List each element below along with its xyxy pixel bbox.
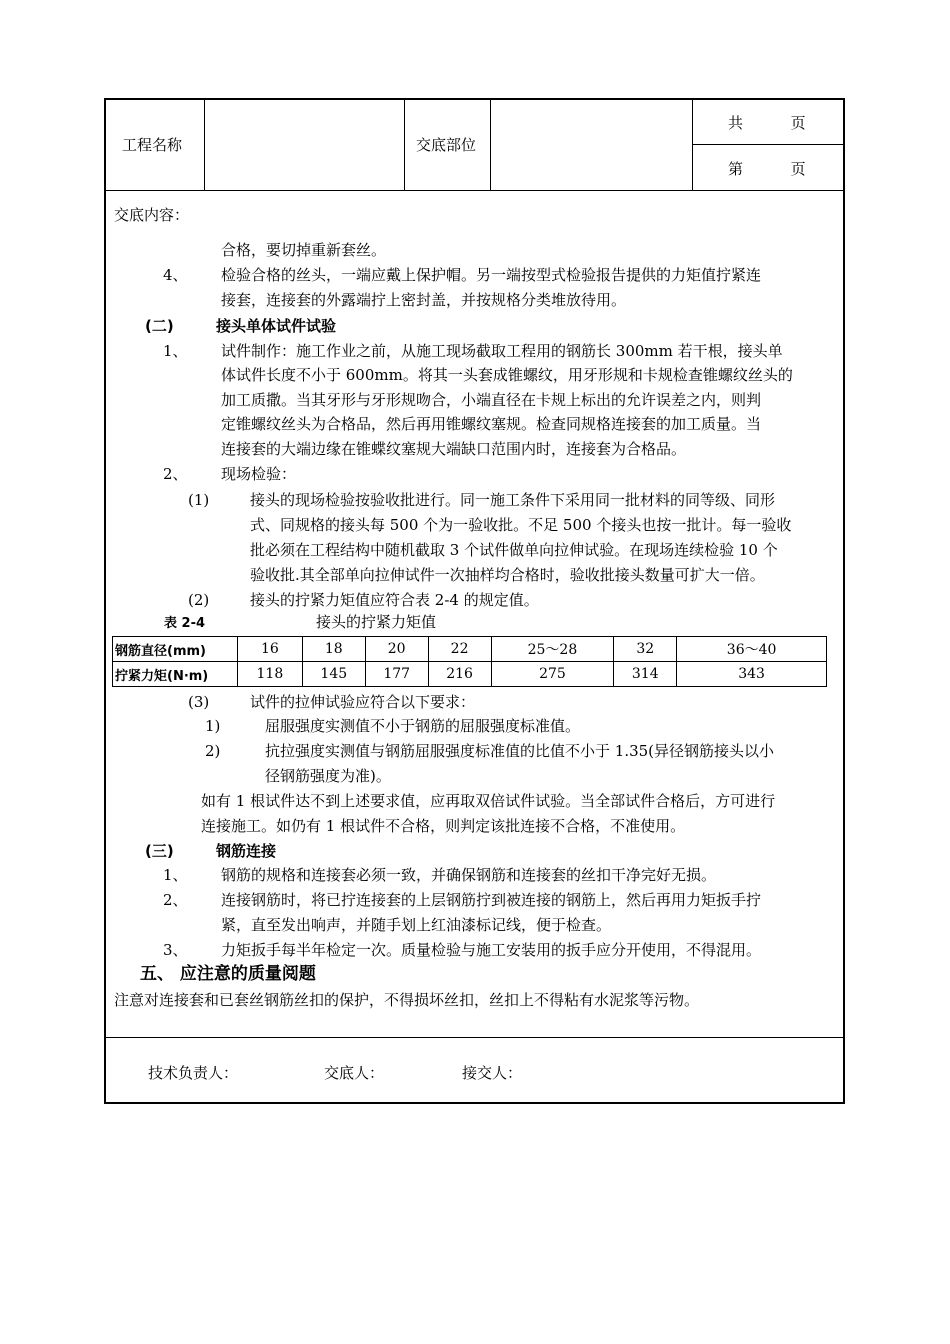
table-cell: 18 xyxy=(302,637,365,662)
body-line: 屈服强度实测值不小于钢筋的屈服强度标准值。 xyxy=(265,717,581,735)
table-cell: 145 xyxy=(302,662,365,687)
sub-sub-item-number: 2) xyxy=(205,742,221,760)
body-line: 加工质撒。当其牙形与牙形规吻合，小端直径在卡规上标出的允许误差之内，则判 xyxy=(221,391,762,409)
body-line: 力矩扳手每半年检定一次。质量检验与施工安装用的扳手应分开使用，不得混用。 xyxy=(221,941,762,959)
item-number: 2、 xyxy=(163,465,188,483)
section-heading: 五、 应注意的质量阅题 xyxy=(140,964,316,984)
table-cell: 20 xyxy=(365,637,428,662)
total-pages-label: 共 页 xyxy=(728,114,806,132)
header-divider-1 xyxy=(204,99,205,190)
location-label: 交底部位 xyxy=(416,136,477,154)
section-number: (三) xyxy=(145,842,174,860)
table-cell: 25～28 xyxy=(491,637,614,662)
table-number: 表 2-4 xyxy=(164,616,206,631)
receiver-label: 接交人： xyxy=(462,1064,523,1082)
table-cell: 314 xyxy=(614,662,677,687)
table-cell: 16 xyxy=(237,637,302,662)
item-number: 1、 xyxy=(163,342,188,360)
section-heading: 钢筋连接 xyxy=(216,842,277,860)
body-line: 紧，直至发出响声，并随手划上红油漆标记线，便于检查。 xyxy=(221,916,612,934)
body-line: 抗拉强度实测值与钢筋屈服强度标准值的比值不小于 1.35(异径钢筋接头以小 xyxy=(265,742,775,760)
section-heading: 接头单体试件试验 xyxy=(216,317,337,335)
body-line: 验收批.其全部单向拉伸试件一次抽样均合格时，验收批接头数量可扩大一倍。 xyxy=(250,566,765,584)
table-cell: 275 xyxy=(491,662,614,687)
body-line: 连接钢筋时，将已拧连接套的上层钢筋拧到被连接的钢筋上，然后再用力矩扳手拧 xyxy=(221,891,762,909)
section-number: (二) xyxy=(145,317,174,335)
body-line: 注意对连接套和已套丝钢筋丝扣的保护，不得损坏丝扣，丝扣上不得粘有水泥浆等污物。 xyxy=(114,991,700,1009)
body-line: 径钢筋强度为准)。 xyxy=(265,767,391,785)
sub-item-number: (2) xyxy=(188,591,210,609)
header-divider-2 xyxy=(404,99,405,190)
body-line: 检验合格的丝头，一端应戴上保护帽。另一端按型式检验报告提供的力矩值拧紧连 xyxy=(221,266,762,284)
table-cell: 216 xyxy=(428,662,491,687)
table-cell: 22 xyxy=(428,637,491,662)
table-cell: 36～40 xyxy=(677,637,827,662)
sub-sub-item-number: 1) xyxy=(205,717,221,735)
table-title: 接头的拧紧力矩值 xyxy=(316,613,437,631)
body-line: 钢筋的规格和连接套必须一致，并确保钢筋和连接套的丝扣干净完好无损。 xyxy=(221,866,717,884)
body-line: 现场检验： xyxy=(221,465,297,483)
body-line: 接头的现场检验按验收批进行。同一施工条件下采用同一批材料的同等级、同形 xyxy=(250,491,776,509)
row-header-torque: 拧紧力矩(N·m) xyxy=(113,662,238,687)
header-bottom-rule xyxy=(105,190,844,191)
body-line: 试件的拉伸试验应符合以下要求： xyxy=(250,693,476,711)
body-line: 式、同规格的接头每 500 个为一验收批。不足 500 个接头也按一批计。每一验收 xyxy=(250,516,792,534)
footer-top-rule xyxy=(105,1037,844,1038)
header-divider-3 xyxy=(490,99,491,190)
body-line: 连接施工。如仍有 1 根试件不合格，则判定该批连接不合格，不准使用。 xyxy=(201,817,686,835)
page-count-rule xyxy=(692,144,844,145)
table-cell: 32 xyxy=(614,637,677,662)
body-line: 接套，连接套的外露端拧上密封盖，并按规格分类堆放待用。 xyxy=(221,291,627,309)
item-number: 1、 xyxy=(163,866,188,884)
content-label: 交底内容： xyxy=(114,206,190,224)
item-number: 3、 xyxy=(163,941,188,959)
body-line: 定锥螺纹丝头为合格品，然后再用锥螺纹塞规。检查同规格连接套的加工质量。当 xyxy=(221,415,762,433)
table-row xyxy=(113,662,827,687)
table-cell: 343 xyxy=(677,662,827,687)
body-line: 合格，要切掉重新套丝。 xyxy=(221,241,387,259)
table-cell: 118 xyxy=(237,662,302,687)
project-name-label: 工程名称 xyxy=(122,136,183,154)
table-cell: 177 xyxy=(365,662,428,687)
tech-lead-label: 技术负责人： xyxy=(148,1064,239,1082)
item-number: 2、 xyxy=(163,891,188,909)
body-line: 体试件长度不小于 600mm。将其一头套成锥螺纹，用牙形规和卡规检查锥螺纹丝头的 xyxy=(221,366,793,384)
sub-item-number: (1) xyxy=(188,491,210,509)
row-header-diameter: 钢筋直径(mm) xyxy=(113,637,238,662)
item-number: 4、 xyxy=(163,266,188,284)
body-line: 连接套的大端边缘在锥蝶纹塞规大端缺口范围内时，连接套为合格品。 xyxy=(221,440,687,458)
page-number-label: 第 页 xyxy=(728,160,806,178)
sub-item-number: (3) xyxy=(188,693,210,711)
body-line: 批必须在工程结构中随机截取 3 个试件做单向拉伸试验。在现场连续检验 10 个 xyxy=(250,541,778,559)
body-line: 接头的拧紧力矩值应符合表 2-4 的规定值。 xyxy=(250,591,539,609)
body-line: 如有 1 根试件达不到上述要求值，应再取双倍试件试验。当全部试件合格后，方可进行 xyxy=(201,792,776,810)
body-line: 试件制作：施工作业之前，从施工现场截取工程用的钢筋长 300mm 若干根，接头单 xyxy=(221,342,783,360)
presenter-label: 交底人： xyxy=(324,1064,385,1082)
torque-table xyxy=(112,636,827,687)
table-row xyxy=(113,637,827,662)
